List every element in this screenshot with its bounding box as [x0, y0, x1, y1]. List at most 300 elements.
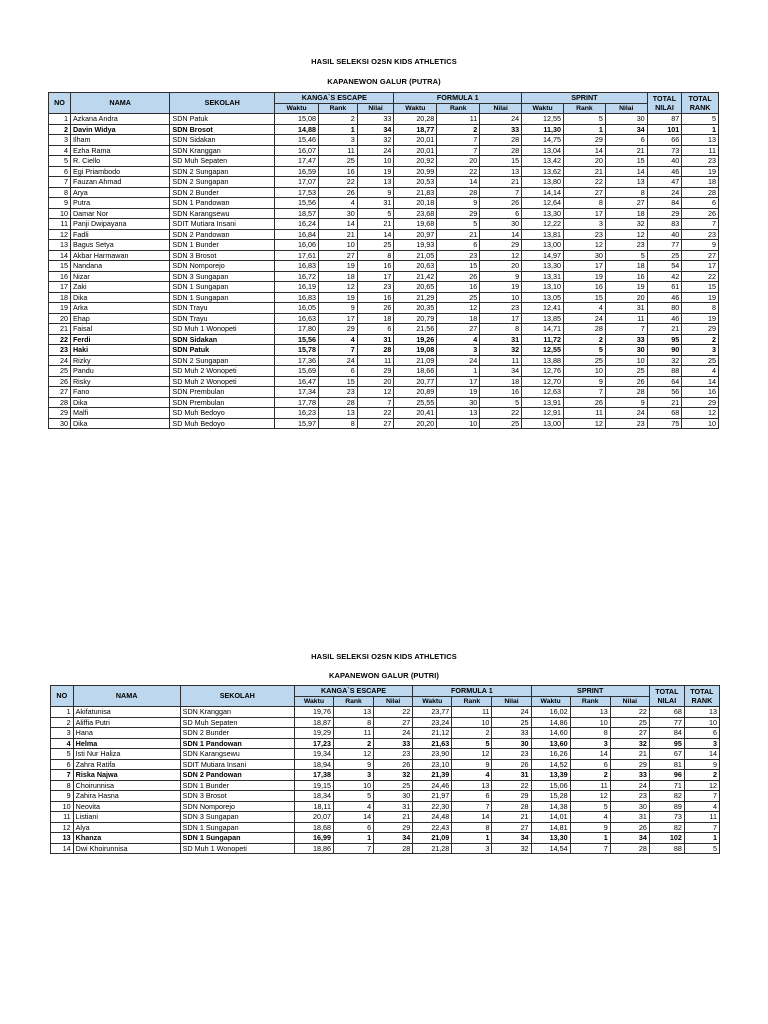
- formula-rank-cell: 13: [452, 780, 492, 791]
- formula-rank-cell: 22: [437, 166, 480, 177]
- row-no-cell: 2: [49, 124, 71, 135]
- formula-rank-cell: 5: [437, 219, 480, 230]
- formula-waktu-cell: 21,42: [394, 271, 437, 282]
- kanga-rank-cell: 3: [319, 135, 358, 146]
- kanga-rank-cell: 5: [333, 791, 373, 802]
- school-name-cell: SDN 2 Sungapan: [170, 166, 275, 177]
- kanga-nilai-cell: 28: [374, 843, 413, 854]
- school-name-cell: SDN Nomporejo: [180, 801, 294, 812]
- athlete-name-cell: Rizky: [70, 355, 169, 366]
- row-no-cell: 3: [51, 728, 74, 739]
- sprint-waktu-cell: 11,72: [522, 334, 564, 345]
- athlete-name-cell: Davin Widya: [70, 124, 169, 135]
- kanga-nilai-cell: 32: [374, 770, 413, 781]
- row-no-cell: 3: [49, 135, 71, 146]
- school-name-cell: SDN 3 Brosot: [180, 791, 294, 802]
- kanga-rank-cell: 2: [319, 114, 358, 125]
- row-no-cell: 15: [49, 261, 71, 272]
- total-rank-cell: 19: [682, 313, 719, 324]
- table-row: [49, 135, 719, 146]
- table-row: [51, 728, 720, 739]
- total-nilai-cell: 47: [647, 177, 682, 188]
- table-row: [49, 345, 719, 356]
- formula-rank-cell: 14: [452, 812, 492, 823]
- total-rank-cell: 5: [684, 843, 719, 854]
- total-nilai-cell: 87: [647, 114, 682, 125]
- sprint-nilai-cell: 34: [610, 833, 649, 844]
- total-rank-cell: 15: [682, 282, 719, 293]
- formula-nilai-cell: 24: [492, 707, 531, 718]
- sprint-waktu-cell: 13,00: [522, 240, 564, 251]
- sprint-nilai-cell: 7: [605, 324, 647, 335]
- sprint-nilai-cell: 11: [605, 313, 647, 324]
- total-rank-cell: 9: [684, 759, 719, 770]
- row-no-cell: 2: [51, 717, 74, 728]
- header-rank: Rank: [563, 103, 605, 114]
- total-nilai-cell: 66: [647, 135, 682, 146]
- sprint-nilai-cell: 14: [605, 166, 647, 177]
- formula-rank-cell: 4: [437, 334, 480, 345]
- formula-waktu-cell: 21,29: [394, 292, 437, 303]
- school-name-cell: SDN 2 Sungapan: [170, 355, 275, 366]
- athlete-name-cell: Fauzan Ahmad: [70, 177, 169, 188]
- kanga-rank-cell: 9: [319, 303, 358, 314]
- sprint-rank-cell: 21: [563, 166, 605, 177]
- sprint-rank-cell: 19: [563, 271, 605, 282]
- school-name-cell: SDN Prembulan: [170, 397, 275, 408]
- sprint-nilai-cell: 18: [605, 261, 647, 272]
- kanga-waktu-cell: 16,19: [275, 282, 319, 293]
- formula-rank-cell: 17: [437, 376, 480, 387]
- sprint-rank-cell: 6: [570, 759, 610, 770]
- sprint-rank-cell: 5: [563, 114, 605, 125]
- kanga-waktu-cell: 17,07: [275, 177, 319, 188]
- school-name-cell: SDN 1 Sungapan: [180, 822, 294, 833]
- athlete-name-cell: Neovita: [73, 801, 180, 812]
- school-name-cell: SDN Nomporejo: [170, 261, 275, 272]
- row-no-cell: 7: [51, 770, 74, 781]
- kanga-waktu-cell: 15,78: [275, 345, 319, 356]
- athlete-name-cell: Nandana: [70, 261, 169, 272]
- formula-waktu-cell: 20,97: [394, 229, 437, 240]
- school-name-cell: SD Muh 2 Wonopeti: [170, 366, 275, 377]
- row-no-cell: 17: [49, 282, 71, 293]
- sprint-waktu-cell: 14,52: [531, 759, 570, 770]
- table-row: [49, 418, 719, 429]
- kanga-rank-cell: 30: [319, 208, 358, 219]
- formula-nilai-cell: 12: [480, 250, 522, 261]
- sprint-nilai-cell: 33: [610, 770, 649, 781]
- kanga-nilai-cell: 26: [357, 303, 394, 314]
- sprint-nilai-cell: 25: [610, 717, 649, 728]
- formula-rank-cell: 30: [437, 397, 480, 408]
- sprint-nilai-cell: 6: [605, 135, 647, 146]
- table-row: [49, 250, 719, 261]
- header-formula-1: FORMULA 1: [394, 93, 522, 104]
- sprint-waktu-cell: 13,30: [522, 261, 564, 272]
- formula-waktu-cell: 25,55: [394, 397, 437, 408]
- athlete-name-cell: Malfi: [70, 408, 169, 419]
- table-row: [49, 324, 719, 335]
- formula-waktu-cell: 20,35: [394, 303, 437, 314]
- formula-nilai-cell: 33: [492, 728, 531, 739]
- formula-nilai-cell: 29: [480, 240, 522, 251]
- sprint-rank-cell: 24: [563, 313, 605, 324]
- total-nilai-cell: 96: [649, 770, 684, 781]
- formula-nilai-cell: 24: [480, 114, 522, 125]
- sprint-nilai-cell: 27: [605, 198, 647, 209]
- table-row: [49, 271, 719, 282]
- sprint-nilai-cell: 24: [605, 408, 647, 419]
- formula-waktu-cell: 20,53: [394, 177, 437, 188]
- kanga-rank-cell: 1: [333, 833, 373, 844]
- formula-nilai-cell: 10: [480, 292, 522, 303]
- kanga-nilai-cell: 29: [374, 822, 413, 833]
- formula-nilai-cell: 16: [480, 387, 522, 398]
- kanga-nilai-cell: 34: [357, 124, 394, 135]
- row-no-cell: 13: [49, 240, 71, 251]
- kanga-nilai-cell: 11: [357, 355, 394, 366]
- header-total-nilai: TOTAL NILAI: [647, 93, 682, 114]
- header-formula-1: FORMULA 1: [413, 686, 531, 697]
- athlete-name-cell: Bagus Setya: [70, 240, 169, 251]
- kanga-rank-cell: 23: [319, 387, 358, 398]
- sprint-rank-cell: 9: [563, 376, 605, 387]
- athlete-name-cell: Pandu: [70, 366, 169, 377]
- header-sprint: SPRINT: [522, 93, 648, 104]
- formula-nilai-cell: 18: [480, 376, 522, 387]
- formula-nilai-cell: 26: [480, 198, 522, 209]
- sprint-nilai-cell: 30: [610, 801, 649, 812]
- sprint-rank-cell: 7: [563, 387, 605, 398]
- table-row: [49, 219, 719, 230]
- formula-waktu-cell: 21,63: [413, 738, 452, 749]
- sprint-nilai-cell: 9: [605, 397, 647, 408]
- kanga-rank-cell: 8: [319, 418, 358, 429]
- athlete-name-cell: Zaki: [70, 282, 169, 293]
- athlete-name-cell: Riska Najwa: [73, 770, 180, 781]
- sprint-waktu-cell: 12,70: [522, 376, 564, 387]
- table-row: [51, 770, 720, 781]
- sprint-rank-cell: 15: [563, 292, 605, 303]
- athlete-name-cell: Ehap: [70, 313, 169, 324]
- kanga-nilai-cell: 33: [374, 738, 413, 749]
- kanga-nilai-cell: 32: [357, 135, 394, 146]
- kanga-rank-cell: 7: [319, 345, 358, 356]
- sprint-waktu-cell: 12,76: [522, 366, 564, 377]
- sprint-rank-cell: 9: [570, 822, 610, 833]
- sprint-rank-cell: 14: [563, 145, 605, 156]
- sprint-rank-cell: 29: [563, 135, 605, 146]
- sprint-waktu-cell: 13,31: [522, 271, 564, 282]
- sprint-rank-cell: 5: [563, 345, 605, 356]
- school-name-cell: SDN Karangsewu: [170, 208, 275, 219]
- athlete-name-cell: Fadli: [70, 229, 169, 240]
- sprint-rank-cell: 11: [563, 408, 605, 419]
- total-rank-cell: 4: [684, 801, 719, 812]
- kanga-waktu-cell: 16,99: [294, 833, 333, 844]
- total-rank-cell: 2: [682, 334, 719, 345]
- athlete-name-cell: R. Ciello: [70, 156, 169, 167]
- sprint-nilai-cell: 19: [605, 282, 647, 293]
- sprint-nilai-cell: 18: [605, 208, 647, 219]
- athlete-name-cell: Putra: [70, 198, 169, 209]
- formula-waktu-cell: 21,05: [394, 250, 437, 261]
- total-rank-cell: 6: [682, 198, 719, 209]
- kanga-nilai-cell: 21: [357, 219, 394, 230]
- kanga-waktu-cell: 17,34: [275, 387, 319, 398]
- sprint-waktu-cell: 14,81: [531, 822, 570, 833]
- total-rank-cell: 7: [684, 822, 719, 833]
- athlete-name-cell: Akifatunisa: [73, 707, 180, 718]
- formula-waktu-cell: 20,01: [394, 135, 437, 146]
- sprint-rank-cell: 7: [570, 843, 610, 854]
- row-no-cell: 28: [49, 397, 71, 408]
- athlete-name-cell: Haki: [70, 345, 169, 356]
- athlete-name-cell: Ferdi: [70, 334, 169, 345]
- row-no-cell: 25: [49, 366, 71, 377]
- formula-rank-cell: 15: [437, 261, 480, 272]
- total-nilai-cell: 84: [647, 198, 682, 209]
- putri-subtitle: KAPANEWON GALUR (PUTRI): [328, 671, 440, 680]
- school-name-cell: SDN Karangsewu: [180, 749, 294, 760]
- formula-rank-cell: 11: [437, 114, 480, 125]
- table-row: [51, 717, 720, 728]
- kanga-nilai-cell: 27: [357, 418, 394, 429]
- row-no-cell: 10: [51, 801, 74, 812]
- kanga-nilai-cell: 5: [357, 208, 394, 219]
- formula-nilai-cell: 32: [492, 843, 531, 854]
- formula-nilai-cell: 15: [480, 156, 522, 167]
- formula-nilai-cell: 9: [480, 271, 522, 282]
- sprint-nilai-cell: 12: [605, 229, 647, 240]
- kanga-waktu-cell: 15,46: [275, 135, 319, 146]
- total-rank-cell: 26: [682, 208, 719, 219]
- school-name-cell: SDN Brosot: [170, 124, 275, 135]
- kanga-rank-cell: 3: [333, 770, 373, 781]
- total-rank-cell: 7: [684, 791, 719, 802]
- athlete-name-cell: Egi Priambodo: [70, 166, 169, 177]
- row-no-cell: 6: [51, 759, 74, 770]
- table-row: [51, 749, 720, 760]
- total-nilai-cell: 46: [647, 313, 682, 324]
- sprint-rank-cell: 11: [570, 780, 610, 791]
- sprint-waktu-cell: 13,42: [522, 156, 564, 167]
- table-row: [49, 124, 719, 135]
- row-no-cell: 22: [49, 334, 71, 345]
- total-nilai-cell: 88: [647, 366, 682, 377]
- sprint-nilai-cell: 13: [605, 177, 647, 188]
- formula-rank-cell: 10: [437, 418, 480, 429]
- kanga-nilai-cell: 29: [357, 366, 394, 377]
- formula-waktu-cell: 21,83: [394, 187, 437, 198]
- sprint-rank-cell: 26: [563, 397, 605, 408]
- sprint-nilai-cell: 21: [605, 145, 647, 156]
- table-row: [51, 707, 720, 718]
- total-nilai-cell: 54: [647, 261, 682, 272]
- formula-nilai-cell: 34: [480, 366, 522, 377]
- sprint-waktu-cell: 13,30: [531, 833, 570, 844]
- header-no: NO: [49, 93, 71, 114]
- total-nilai-cell: 32: [647, 355, 682, 366]
- sprint-nilai-cell: 32: [610, 738, 649, 749]
- school-name-cell: SD Muh Bedoyo: [170, 408, 275, 419]
- sprint-rank-cell: 8: [570, 728, 610, 739]
- table-row: [49, 114, 719, 125]
- athlete-name-cell: Zahira Hasna: [73, 791, 180, 802]
- formula-rank-cell: 1: [437, 366, 480, 377]
- kanga-waktu-cell: 16,59: [275, 166, 319, 177]
- header-nilai: Nilai: [610, 696, 649, 707]
- formula-waktu-cell: 20,28: [394, 114, 437, 125]
- sprint-waktu-cell: 16,26: [531, 749, 570, 760]
- kanga-rank-cell: 16: [319, 166, 358, 177]
- total-rank-cell: 12: [682, 408, 719, 419]
- kanga-rank-cell: 4: [319, 334, 358, 345]
- school-name-cell: SD Muh Sepaten: [180, 717, 294, 728]
- row-no-cell: 19: [49, 303, 71, 314]
- kanga-rank-cell: 19: [319, 292, 358, 303]
- formula-nilai-cell: 11: [480, 355, 522, 366]
- formula-waktu-cell: 20,65: [394, 282, 437, 293]
- total-nilai-cell: 64: [647, 376, 682, 387]
- athlete-name-cell: Isti Nur Haliza: [73, 749, 180, 760]
- row-no-cell: 24: [49, 355, 71, 366]
- putri-results-table: [50, 685, 720, 854]
- kanga-waktu-cell: 17,61: [275, 250, 319, 261]
- total-rank-cell: 10: [682, 418, 719, 429]
- sprint-waktu-cell: 13,10: [522, 282, 564, 293]
- athlete-name-cell: Ezha Rama: [70, 145, 169, 156]
- formula-rank-cell: 26: [437, 271, 480, 282]
- kanga-waktu-cell: 16,83: [275, 292, 319, 303]
- row-no-cell: 10: [49, 208, 71, 219]
- athlete-name-cell: Listiani: [73, 812, 180, 823]
- putra-title: HASIL SELEKSI O2SN KIDS ATHLETICS: [311, 57, 457, 66]
- header-sprint: SPRINT: [531, 686, 649, 697]
- school-name-cell: SD Muh 2 Wonopeti: [170, 376, 275, 387]
- formula-rank-cell: 29: [437, 208, 480, 219]
- total-nilai-cell: 46: [647, 166, 682, 177]
- school-name-cell: SD Muh 1 Wonopeti: [180, 843, 294, 854]
- table-row: [49, 156, 719, 167]
- kanga-rank-cell: 22: [319, 177, 358, 188]
- sprint-waktu-cell: 14,60: [531, 728, 570, 739]
- sprint-nilai-cell: 26: [610, 822, 649, 833]
- putri-table-body: [51, 707, 720, 854]
- row-no-cell: 23: [49, 345, 71, 356]
- sprint-rank-cell: 2: [563, 334, 605, 345]
- header-rank: Rank: [437, 103, 480, 114]
- kanga-waktu-cell: 17,78: [275, 397, 319, 408]
- formula-rank-cell: 20: [437, 156, 480, 167]
- total-rank-cell: 13: [684, 707, 719, 718]
- formula-rank-cell: 2: [437, 124, 480, 135]
- kanga-nilai-cell: 33: [357, 114, 394, 125]
- sprint-rank-cell: 3: [570, 738, 610, 749]
- athlete-name-cell: Hana: [73, 728, 180, 739]
- kanga-nilai-cell: 19: [357, 166, 394, 177]
- total-nilai-cell: 46: [647, 292, 682, 303]
- total-rank-cell: 28: [682, 187, 719, 198]
- header-total-rank: TOTAL RANK: [682, 93, 719, 114]
- sprint-waktu-cell: 14,38: [531, 801, 570, 812]
- sprint-rank-cell: 17: [563, 261, 605, 272]
- row-no-cell: 1: [49, 114, 71, 125]
- athlete-name-cell: Ilham: [70, 135, 169, 146]
- row-no-cell: 8: [51, 780, 74, 791]
- table-row: [51, 791, 720, 802]
- formula-waktu-cell: 20,89: [394, 387, 437, 398]
- total-rank-cell: 23: [682, 229, 719, 240]
- total-nilai-cell: 77: [649, 717, 684, 728]
- kanga-rank-cell: 27: [319, 250, 358, 261]
- kanga-waktu-cell: 15,56: [275, 198, 319, 209]
- total-nilai-cell: 95: [649, 738, 684, 749]
- kanga-waktu-cell: 16,47: [275, 376, 319, 387]
- formula-waktu-cell: 23,68: [394, 208, 437, 219]
- total-nilai-cell: 82: [649, 822, 684, 833]
- school-name-cell: SDN Trayu: [170, 303, 275, 314]
- total-nilai-cell: 80: [647, 303, 682, 314]
- kanga-nilai-cell: 23: [357, 282, 394, 293]
- table-row: [51, 759, 720, 770]
- total-rank-cell: 17: [682, 261, 719, 272]
- kanga-nilai-cell: 9: [357, 187, 394, 198]
- header-waktu: Waktu: [531, 696, 570, 707]
- athlete-name-cell: Arka: [70, 303, 169, 314]
- kanga-nilai-cell: 6: [357, 324, 394, 335]
- total-nilai-cell: 75: [647, 418, 682, 429]
- formula-rank-cell: 6: [437, 240, 480, 251]
- total-nilai-cell: 56: [647, 387, 682, 398]
- header-rank: Rank: [452, 696, 492, 707]
- total-rank-cell: 9: [682, 240, 719, 251]
- kanga-rank-cell: 14: [319, 219, 358, 230]
- school-name-cell: SDN Kranggan: [180, 707, 294, 718]
- sprint-waktu-cell: 14,71: [522, 324, 564, 335]
- athlete-name-cell: Fano: [70, 387, 169, 398]
- formula-rank-cell: 1: [452, 833, 492, 844]
- total-nilai-cell: 73: [649, 812, 684, 823]
- sprint-nilai-cell: 27: [610, 728, 649, 739]
- total-nilai-cell: 73: [647, 145, 682, 156]
- sprint-nilai-cell: 16: [605, 271, 647, 282]
- school-name-cell: SDN 2 Sungapan: [170, 177, 275, 188]
- putra-subtitle: KAPANEWON GALUR (PUTRA): [327, 77, 441, 86]
- sprint-nilai-cell: 24: [610, 780, 649, 791]
- table-row: [49, 355, 719, 366]
- formula-rank-cell: 3: [452, 843, 492, 854]
- row-no-cell: 4: [49, 145, 71, 156]
- kanga-rank-cell: 26: [319, 187, 358, 198]
- kanga-waktu-cell: 15,97: [275, 418, 319, 429]
- formula-waktu-cell: 22,30: [413, 801, 452, 812]
- school-name-cell: SDN 1 Bunder: [170, 240, 275, 251]
- table-row: [49, 282, 719, 293]
- school-name-cell: SDN Patuk: [170, 345, 275, 356]
- header-waktu: Waktu: [522, 103, 564, 114]
- school-name-cell: SDN 1 Sungapan: [180, 833, 294, 844]
- sprint-waktu-cell: 14,01: [531, 812, 570, 823]
- sprint-waktu-cell: 14,14: [522, 187, 564, 198]
- school-name-cell: SDN 2 Bunder: [170, 187, 275, 198]
- table-row: [49, 208, 719, 219]
- kanga-rank-cell: 10: [333, 780, 373, 791]
- sprint-rank-cell: 1: [570, 833, 610, 844]
- kanga-rank-cell: 4: [319, 198, 358, 209]
- row-no-cell: 11: [49, 219, 71, 230]
